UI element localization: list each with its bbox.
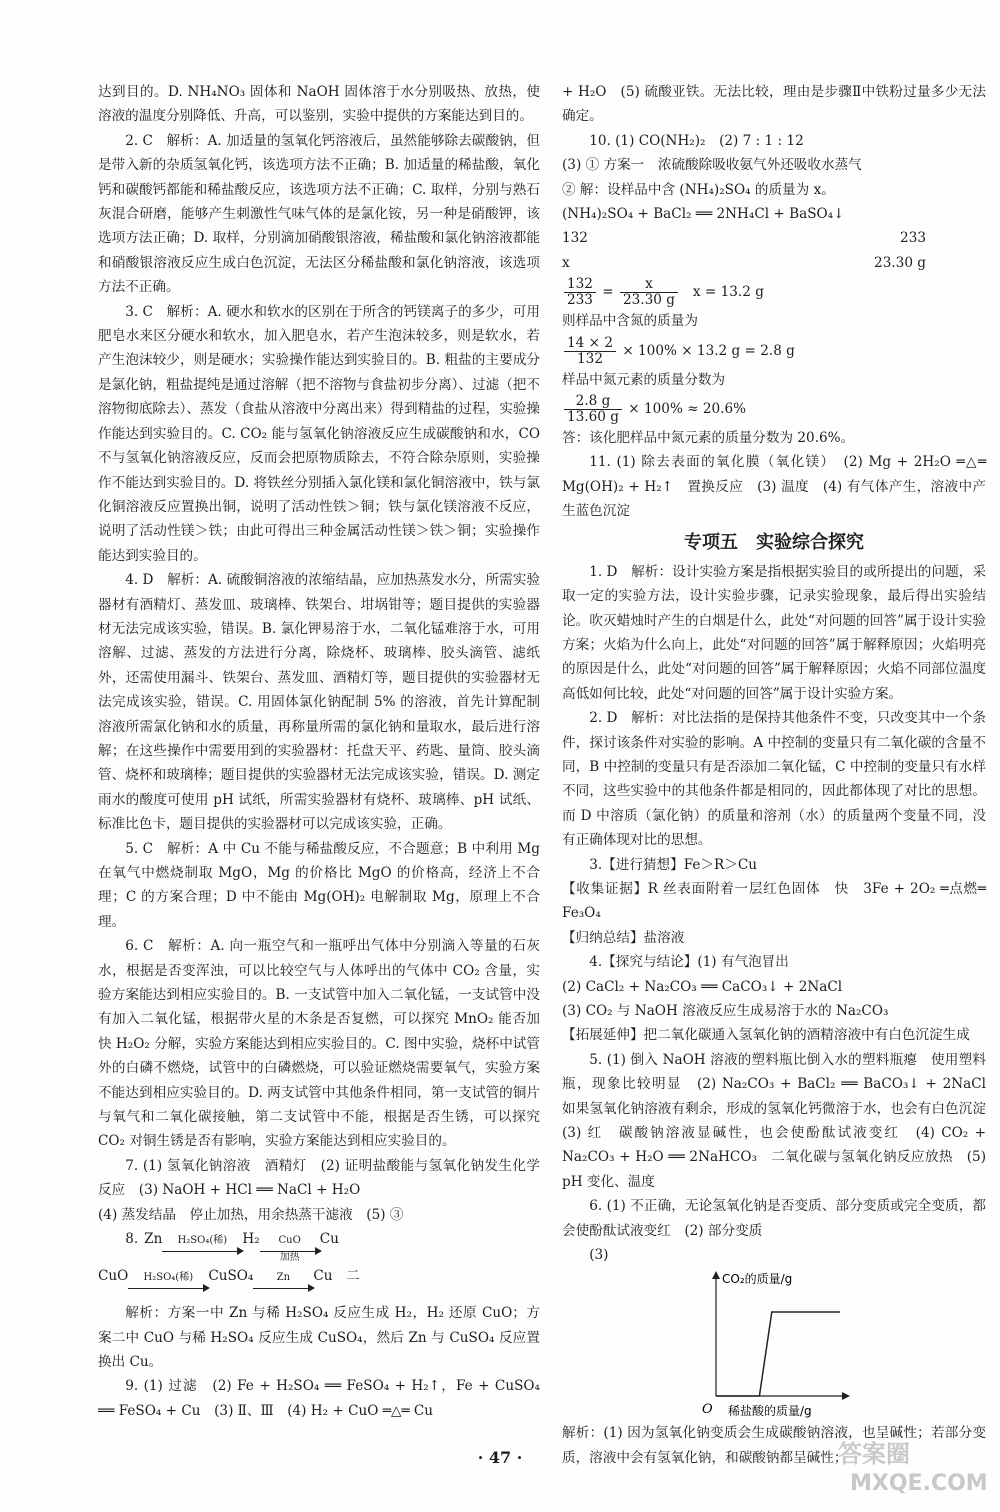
section5-answer-2: 2. D 解析：对比法指的是保持其他条件不变，只改变其中一个条件，探讨该条件对实验的影响。A 中控制的变量只有二氧化碳的含量不同，B 中控制的变量只有是否添加二氧化锰，C 中控制的变量只有水样不同，这些实验中的其他条件都是相同的，因此都体现了对比的思想。而 D 中溶质（氯化钠）的质量和溶剂（水）的质量两个变量不同，没有正确体现对比的思想。 bbox=[562, 710, 986, 849]
fraction bbox=[564, 336, 616, 367]
result: x = 13.2 g bbox=[692, 284, 764, 301]
numerator: 14 × 2 bbox=[564, 336, 616, 352]
answer-2: 2. C 解析：A. 加适量的氢氧化钙溶液后，虽然能够除去碳酸钠，但是带入新的杂质氢氧化钙，该选项方法不正确；B. 加适量的稀盐酸，氧化钙和碳酸钙都能和稀盐酸反应，该选项方法不正确；C. 取样，分别与熟石灰混合研磨，能够产生刺激性气味气体的是氯化铵，另一种是硝酸钾，该选项方法正确；D. 取样，分别滴加硝酸银溶液，稀盐酸和氯化钠溶液都能和硝酸银溶液反应生成白色沉淀，无法区分稀盐酸和氯化钠溶液，该选项方法不正确。 bbox=[98, 132, 540, 296]
product-cu: Cu bbox=[319, 1231, 339, 1248]
product-h2: H₂ bbox=[242, 1231, 260, 1248]
answer-4: 4. D 解析：A. 硫酸铜溶液的浓缩结晶，应加热蒸发水分，所需实验器材有酒精灯、蒸发皿、玻璃棒、铁架台、坩埚钳等；题目提供的实验器材无法完成该实验，错误。B. 氯化钾易溶于水，二氧化锰难溶于水，可用溶解、过滤、蒸发的方法进行分离，除烧杯、玻璃棒、胶头滴管、滤纸外，还需使用漏斗、铁架台、蒸发皿、酒精灯等，题目提供的实验器材无法完成该实验，错误。C. 用固体氯化钠配制 5% 的溶液，首先计算配制溶液所需氯化钠和水的质量，再称量所需的氯化钠和量取水，最后进行溶解；在这些操作中需要用到的实验器材：托盘天平、药匙、量筒、胶头滴管、烧杯和玻璃棒；题目提供的实验器材无法完成该实验，错误。D. 测定雨水的酸度可使用 pH 试纸，所需实验器材有烧杯、玻璃棒、pH 试纸、标准比色卡，题目提供的实验器材可以完成该实验，正确。 bbox=[98, 572, 540, 833]
answer-5: 5. C 解析：A 中 Cu 不能与稀盐酸反应，不合题意；B 中利用 Mg 在氧气中燃烧制取 MgO，Mg 的价格比 MgO 的价格高，经济上不合理；C 的方案合理；D 中不能由 Mg(OH)₂ 电解制取 Mg，原理上不合理。 bbox=[98, 840, 540, 930]
section5-answer-4c: (3) CO₂ 与 NaOH 溶液反应生成易溶于水的 Na₂CO₃ bbox=[562, 1003, 889, 1019]
paragraph-continued: 达到目的。D. NH₄NO₃ 固体和 NaOH 固体溶于水分别吸热、放热，使溶液的温度分别降低、升高，可以鉴别，实验中提供的方案能达到目的。 bbox=[98, 84, 540, 125]
nitrogen-mass-label: 则样品中含氮的质量为 bbox=[562, 313, 698, 330]
answer-8-number: 8. bbox=[125, 1231, 139, 1248]
fraction bbox=[620, 277, 678, 308]
arrow-label: CuO bbox=[278, 1235, 301, 1247]
arrow-label-below: 加热 bbox=[279, 1252, 300, 1264]
denominator: 13.60 g bbox=[567, 409, 619, 426]
left-column bbox=[98, 80, 540, 1423]
reactant-cuo: CuO bbox=[98, 1268, 129, 1285]
section5-answer-5: 5. (1) 倒入 NaOH 溶液的塑料瓶比倒入水的塑料瓶瘪 使用塑料瓶，现象比较明显 (2) Na₂CO₃ + BaCl₂ ══ BaCO₃↓ + 2NaCl 如果氢氧化钠溶液有剩余，形成的氢氧化钙微溶于水，也会有白色沉淀 (3) 红 碳酸钠溶液显碱性，也会使酚酞试液变红 (4) CO₂ + Na₂CO₃ + H₂O ══ 2NaHCO₃ 二氧化碳与氢氧化钠反应放热 (5) pH 变化、温度 bbox=[562, 1051, 1000, 1190]
answer-10-part1: 10. (1) CO(NH₂)₂ (2) 7 : 1 : 12 bbox=[589, 132, 804, 149]
right-column bbox=[562, 80, 1000, 1470]
reactant-zn: Zn bbox=[144, 1231, 163, 1248]
answer-11: 11. (1) 除去表面的氧化膜（氧化镁） (2) Mg + 2H₂O ═△═ Mg(OH)₂ + H₂↑ 置换反应 (3) 温度 (4) 有气体产生，溶液中产生蓝色沉淀 bbox=[562, 454, 986, 520]
section5-answer-1: 1. D 解析：设计实验方案是指根据实验目的或所提出的问题，采取一定的实验方法，设计实验步骤，记录实验现象，最后得出实验结论。吹灭蜡烛时产生的白烟是什么，此处“对问题的回答”属于设计实验方案；火焰为什么向上，此处“对问题的回答”属于解释原因；火焰明亮的原因是什么，此处“对问题的回答”属于解释原因；火焰不同部位温度高低如何比较，此处“对问题的回答”属于设计实验方案。 bbox=[562, 563, 986, 702]
unknown-right: 23.30 g bbox=[874, 254, 926, 271]
x-axis-arrow bbox=[842, 1392, 850, 1400]
answer-6: 6. C 解析：A. 向一瓶空气和一瓶呼出气体中分别滴入等量的石灰水，根据是否变浑浊，可以比较空气与人体呼出的气体中 CO₂ 含量，实验方案能达到相应实验目的。B. 一支试管中加入二氧化锰，一支试管中没有加入二氧化锰，根据带火星的木条是否复燃，可以探究 MnO₂ 能否加快 H₂O₂ 分解，实验方案能达到相应实验目的。C. 图中实验，烧杯中试管外的白磷不燃烧，试管中的白磷燃烧，可以验证燃烧需要氧气，实验方案不能达到相应实验目的。D. 两支试管中其他条件相同，第一支试管的铜片与氧气和二氧化碳接触，第二支试管中不能，根据是否生锈，可以探究 CO₂ 对铜生锈是否有影响，实验方案能达到相应实验目的。 bbox=[98, 938, 540, 1150]
fraction-label: 样品中氮元素的质量分数为 bbox=[562, 371, 726, 388]
fraction bbox=[564, 394, 622, 425]
arrow-label: H₂SO₄(稀) bbox=[177, 1235, 228, 1247]
numerator: x bbox=[620, 277, 678, 293]
section5-answer-6: 6. (1) 不正确，无论氢氧化钠是否变质、部分变质或完全变质，都会使酚酞试液变红 (2) 部分变质 bbox=[562, 1198, 986, 1239]
mass-right: 233 bbox=[900, 230, 926, 247]
numerator: 132 bbox=[564, 277, 596, 293]
watermark-logo: 答案圈 bbox=[838, 1440, 910, 1468]
fraction bbox=[564, 277, 596, 308]
answer-10-part2: (3) ① 方案一 浓硫酸除吸收氨气外还吸收水蒸气 bbox=[562, 157, 862, 174]
calc-rest: × 100% ≈ 20.6% bbox=[628, 401, 747, 418]
answer-7-part1: 7. (1) 氢氧化钠溶液 酒精灯 (2) 证明盐酸能与氢氧化钠发生化学反应 (3) NaOH + HCl ══ NaCl + H₂O bbox=[98, 1157, 540, 1199]
equation-line: (NH₄)₂SO₄ + BaCl₂ ══ 2NH₄Cl + BaSO₄↓ bbox=[562, 206, 845, 223]
section5-answer-4d: 【拓展延伸】把二氧化碳通入氢氧化钠的酒精溶液中有白色沉淀生成 bbox=[562, 1027, 970, 1044]
arrow-label: H₂SO₄(稀) bbox=[143, 1272, 194, 1284]
equation-unknowns bbox=[562, 251, 986, 275]
co2-mass-graph bbox=[692, 1271, 852, 1421]
answer-8-explanation: 解析：方案一中 Zn 与稀 H₂SO₄ 反应生成 H₂，H₂ 还原 CuO；方案二中 CuO 与稀 H₂SO₄ 反应生成 CuSO₄，然后 Zn 与 CuSO₄ 反应置换出 Cu。 bbox=[98, 1305, 540, 1370]
proportion-line: $\frac{132}{233}$ = $\frac{x}{23.30 g}$ x = 13.2 g bbox=[562, 275, 986, 309]
reaction-arrow bbox=[162, 1235, 242, 1264]
watermark-url: MXQE.COM bbox=[850, 1471, 988, 1496]
unknown-left: x bbox=[562, 254, 570, 271]
answer-8-scheme2 bbox=[98, 1264, 540, 1301]
section5-answer-6-explanation: 解析：(1) 因为氢氧化钠变质会生成碳酸钠溶液，也呈碱性；若部分变质，溶液中会有氢氧化钠，和碳酸钠都呈碱性； bbox=[562, 1425, 986, 1466]
mass-left: 132 bbox=[562, 230, 588, 247]
equation-masses bbox=[562, 226, 986, 250]
denominator: 233 bbox=[567, 292, 593, 309]
denominator: 132 bbox=[577, 350, 603, 367]
product-cu-and-answer: Cu 二 bbox=[313, 1268, 360, 1285]
product-cuso4: CuSO₄ bbox=[208, 1268, 254, 1285]
section5-answer-3b: 【收集证据】R 丝表面附着一层红色固体 快 3Fe + 2O₂ ═点燃═ Fe₃O₄ bbox=[562, 880, 986, 922]
nitrogen-mass-calc bbox=[562, 334, 986, 368]
answer-10-conclusion: 答：该化肥样品中氮元素的质量分数为 20.6%。 bbox=[562, 430, 855, 447]
section5-answer-4b: (2) CaCl₂ + Na₂CO₃ ══ CaCO₃↓ + 2NaCl bbox=[562, 978, 843, 995]
answer-10-part3: ② 解：设样品中含 (NH₄)₂SO₄ 的质量为 x。 bbox=[562, 181, 835, 198]
y-axis-label: CO₂的质量/g bbox=[722, 1272, 793, 1287]
reaction-arrow bbox=[128, 1272, 208, 1301]
numerator: 2.8 g bbox=[564, 394, 622, 410]
origin-label: O bbox=[702, 1402, 713, 1418]
answer-3: 3. C 解析：A. 硬水和软水的区别在于所含的钙镁离子的多少，可用肥皂水来区分硬水和软水，加入肥皂水，若产生泡沫较多，则是软水，若产生泡沫较少，则是硬水；实验操作能达到实验目的。B. 粗盐的主要成分是氯化钠，粗盐提纯是通过溶解（把不溶物与食盐初步分离）、过滤（把不溶物彻底除去）、蒸发（食盐从溶液中分离出来）得到精盐的过程，实验操作能达到实验目的。C. CO₂ 能与氢氧化钠溶液反应生成碳酸钠和水，CO 不与氢氧化钠溶液反应，反而会把原物质除去，不符合除杂原则，实验操作不能达到实验目的。D. 将铁丝分别插入氯化镁和氯化铜溶液中，铁与氯化铜溶液反应置换出铜，说明了活动性铁＞铜；铁与氯化镁溶液不反应，说明了活动性镁＞铁；由此可得出三种金属活动性镁＞铁＞铜；实验操作能达到实验目的。 bbox=[98, 303, 540, 564]
answer-8-scheme1 bbox=[125, 1227, 540, 1264]
calc-rest: × 100% × 13.2 g = 2.8 g bbox=[622, 342, 795, 359]
y-axis-arrow bbox=[712, 1271, 720, 1279]
section5-answer-3c: 【归纳总结】盐溶液 bbox=[562, 929, 685, 946]
arrow-label: Zn bbox=[276, 1272, 291, 1284]
x-axis-label: 稀盐酸的质量/g bbox=[728, 1404, 812, 1419]
section5-answer-6c: (3) bbox=[589, 1247, 609, 1264]
answer-9: 9. (1) 过滤 (2) Fe + H₂SO₄ ══ FeSO₄ + H₂↑，Fe + CuSO₄ ══ FeSO₄ + Cu (3) Ⅱ、Ⅲ (4) H₂ + CuO ═△═ Cu bbox=[98, 1378, 540, 1419]
denominator: 23.30 g bbox=[623, 292, 675, 309]
section5-answer-4a: 4.【探究与结论】(1) 有气泡冒出 bbox=[589, 954, 789, 971]
section5-answer-3a: 3.【进行猜想】Fe＞R＞Cu bbox=[589, 856, 758, 873]
answer-7-part2: (4) 蒸发结晶 停止加热，用余热蒸干滤液 (5) ③ bbox=[98, 1206, 404, 1223]
answer-9-continued: + H₂O (5) 硫酸亚铁。无法比较，理由是步骤Ⅱ中铁粉过量多少无法确定。 bbox=[562, 84, 986, 125]
reaction-arrow bbox=[253, 1272, 313, 1301]
reaction-arrow bbox=[260, 1235, 320, 1264]
fraction-calc bbox=[562, 392, 986, 426]
page-number: · 47 · bbox=[477, 1448, 523, 1467]
data-line bbox=[716, 1312, 840, 1396]
section-heading: 专项五 实验综合探究 bbox=[684, 531, 864, 553]
